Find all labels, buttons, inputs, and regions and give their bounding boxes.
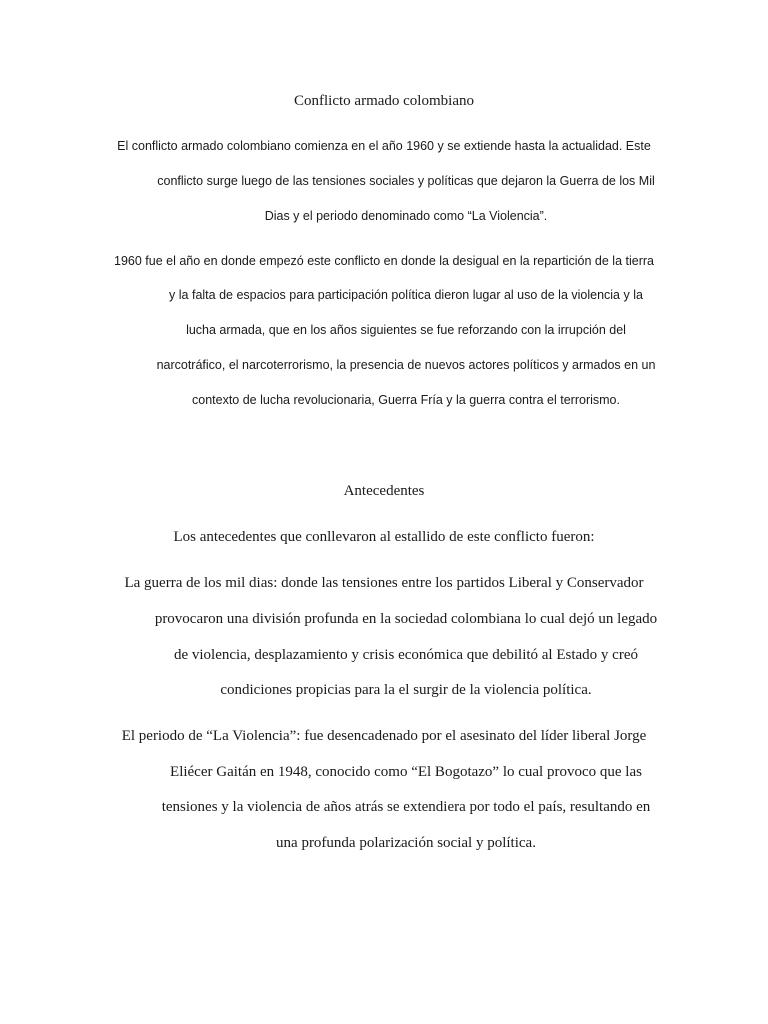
paragraph-line: 1960 fue el año en donde empezó este conflicto en donde la desigual en la repartición de la tierra [114,254,654,268]
paragraph-line: contexto de lucha revolucionaria, Guerra Fría y la guerra contra el terrorismo. [192,393,620,407]
paragraph-line: La guerra de los mil dias: donde las tensiones entre los partidos Liberal y Conservador [124,575,644,591]
paragraph-line: Eliécer Gaitán en 1948, conocido como “El Bogotazo” lo cual provoco que las [170,764,642,780]
section-heading: Antecedentes [343,483,425,499]
paragraph-line: de violencia, desplazamiento y crisis económica que debilitó al Estado y creó [173,647,638,663]
paragraph-line: tensiones y la violencia de años atrás se extendiera por todo el país, resultando en [161,799,651,815]
paragraph-line: condiciones propicias para la el surgir de la violencia política. [220,682,592,698]
section-intro: Los antecedentes que conllevaron al estallido de este conflicto fueron: [173,529,595,545]
paragraph-line: provocaron una división profunda en la sociedad colombiana lo cual dejó un legado [154,611,658,627]
paragraph-line: El conflicto armado colombiano comienza en el año 1960 y se extiende hasta la actualidad. Este [117,139,651,153]
paragraph-line: y la falta de espacios para participación política dieron lugar al uso de la violencia y la [169,288,643,302]
paragraph-line: conflicto surge luego de las tensiones sociales y políticas que dejaron la Guerra de los Mil [157,174,655,188]
paragraph-line: Dias y el periodo denominado como “La Violencia”. [264,209,548,223]
paragraph-line: El periodo de “La Violencia”: fue desencadenado por el asesinato del líder liberal Jorge [121,728,647,744]
paragraph-line: lucha armada, que en los años siguientes se fue reforzando con la irrupción del [186,323,626,337]
paragraph-line: narcotráfico, el narcoterrorismo, la presencia de nuevos actores políticos y armados en un [156,358,656,372]
document-title: Conflicto armado colombiano [294,93,474,109]
paragraph-line: una profunda polarización social y política. [276,835,536,851]
